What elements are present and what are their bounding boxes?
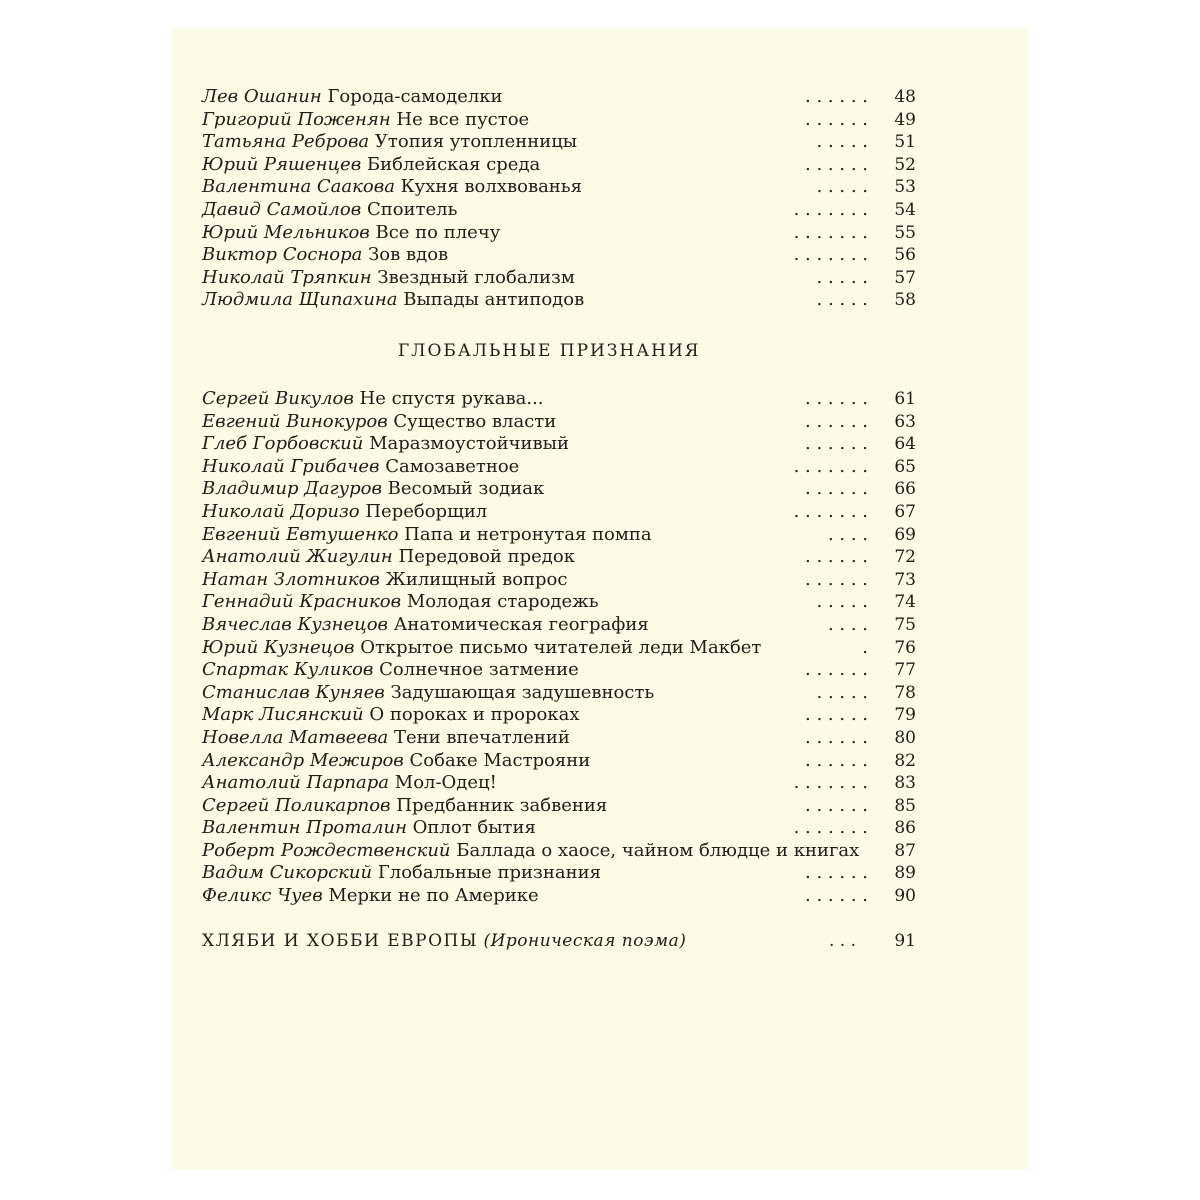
entry-title: Не все пустое (396, 108, 530, 130)
toc-entry (202, 86, 916, 109)
page-number: 82 (894, 750, 916, 771)
leader-dots: . . . (828, 931, 856, 951)
entry-title: Звездный глобализм (377, 266, 575, 288)
page-number: 87 (894, 840, 916, 861)
entry-text (202, 86, 503, 109)
entry-author: Станислав Куняев (202, 681, 385, 703)
leader-dots: . . . . . . (805, 108, 868, 130)
entry-title: Зов вдов (368, 244, 449, 266)
entry-text (202, 131, 577, 154)
section-heading: ГЛОБАЛЬНЫЕ ПРИЗНАНИЯ (398, 341, 701, 361)
page-number: 77 (894, 660, 916, 681)
toc-entry (202, 885, 916, 908)
leader-dots: . . . . . . . (793, 221, 868, 243)
page-number: 64 (894, 434, 916, 455)
entry-text (202, 614, 649, 637)
toc-entry (202, 840, 916, 863)
entry-text (202, 750, 590, 773)
entry-title: Жилищный вопрос (385, 568, 568, 590)
page-number: 69 (894, 524, 916, 545)
entry-text (202, 772, 497, 795)
entry-author: Григорий Поженян (202, 108, 391, 130)
entry-text (202, 862, 601, 885)
entry-author: Людмила Щипахина (202, 289, 398, 311)
entry-title: Собаке Мастрояни (409, 749, 591, 771)
leader-dots: . . . . . . (805, 659, 868, 681)
leader-dots: . . . . . . (805, 546, 868, 568)
entry-title: Переборщил (365, 500, 488, 522)
entry-text (202, 154, 540, 177)
toc-entry (202, 569, 916, 592)
leader-dots: . . . . . . (805, 885, 868, 907)
entry-title: Глобальные признания (377, 862, 601, 884)
entry-text (202, 244, 448, 267)
page-number: 85 (894, 795, 916, 816)
page-number: 49 (894, 109, 916, 130)
toc-entry (202, 817, 916, 840)
entry-title: Солнечное затмение (379, 659, 579, 681)
entry-text (202, 795, 607, 818)
leader-dots: . . . . . . (805, 704, 868, 726)
entry-title: Существо власти (393, 410, 557, 432)
entry-author: Валентин Проталин (202, 817, 407, 839)
entry-title: Не спустя рукава... (359, 388, 544, 409)
leader-dots: . . . . . . (805, 153, 868, 175)
entry-author: Лев Ошанин (202, 86, 322, 107)
page-number: 67 (894, 501, 916, 522)
entry-author: Николай Грибачев (202, 455, 380, 477)
entry-text (202, 109, 529, 132)
page-number: 61 (894, 389, 916, 409)
leader-dots: . . . . . . (805, 388, 868, 409)
entry-title: Все по плечу (375, 221, 501, 243)
leader-dots: . . . . . . (805, 749, 868, 771)
toc-entry (202, 501, 916, 524)
entry-title: Баллада о хаосе, чайном блюдце и книгах (456, 839, 860, 861)
toc-entry (202, 411, 916, 434)
leader-dots: . . . . . . (805, 568, 868, 590)
entry-title: О пороках и пророках (369, 704, 580, 726)
page-number: 86 (894, 818, 916, 839)
page-number: 53 (894, 177, 916, 198)
page-number: 51 (894, 132, 916, 153)
entry-author: Сергей Викулов (202, 388, 354, 409)
page-number: 73 (894, 569, 916, 590)
toc-entry (202, 862, 916, 885)
leader-dots: . . . . . . . (793, 500, 868, 522)
entry-title: Утопия утопленницы (374, 131, 578, 153)
entry-author: Евгений Винокуров (202, 410, 388, 432)
toc-entry (202, 222, 916, 245)
leader-dots: . . . . . . (805, 478, 868, 500)
page-number: 83 (894, 773, 916, 794)
leader-dots: . . . . . . . (793, 198, 868, 220)
toc-entry (202, 478, 916, 501)
entry-title: Выпады антиподов (403, 289, 585, 311)
toc-entry (202, 289, 916, 312)
entry-author: Анатолий Парпара (202, 772, 390, 794)
entry-author: Владимир Дагуров (202, 478, 382, 500)
toc-entry (202, 704, 916, 727)
leader-dots: . . . . (827, 613, 868, 635)
entry-author: Евгений Евтушенко (202, 523, 399, 545)
entry-text (202, 289, 584, 312)
toc-entry (202, 199, 916, 222)
entry-text (202, 817, 536, 840)
leader-dots: . . . . . . . (793, 455, 868, 477)
page-number: 63 (894, 411, 916, 432)
entry-title: Кухня волхвованья (400, 176, 582, 198)
entry-text (202, 569, 567, 592)
page-number: 55 (894, 222, 916, 243)
entry-title: Предбанник забвения (396, 794, 608, 816)
entry-text (202, 176, 582, 199)
toc-entry (202, 750, 916, 773)
entry-text (202, 524, 652, 547)
toc-entry (202, 795, 916, 818)
toc-entry (202, 109, 916, 132)
toc-list-second (202, 388, 916, 908)
entry-text (202, 267, 575, 290)
leader-dots: . . . . . (816, 131, 868, 153)
entry-author: Валентина Саакова (202, 176, 395, 198)
leader-dots: . (862, 636, 868, 658)
leader-dots: . . . . . . (805, 410, 868, 432)
toc-entry (202, 244, 916, 267)
entry-author: Виктор Соснора (202, 244, 363, 266)
entry-author: Сергей Поликарпов (202, 794, 391, 816)
entry-author: Николай Тряпкин (202, 266, 372, 288)
entry-text (202, 411, 556, 434)
entry-title: Споитель (366, 198, 458, 220)
page-number: 75 (894, 614, 916, 635)
toc-entry (202, 154, 916, 177)
entry-text (202, 546, 575, 569)
entry-title: Папа и нетронутая помпа (404, 523, 652, 545)
entry-title: Маразмоустойчивый (369, 433, 569, 455)
leader-dots: . . . . . . (805, 726, 868, 748)
toc-entry (202, 637, 916, 660)
toc-entry (202, 388, 916, 411)
entry-subtitle: (Ироническая поэма) (483, 931, 687, 951)
entry-author: Геннадий Красников (202, 591, 402, 613)
entry-title: Весомый зодиак (387, 478, 545, 500)
entry-text (202, 659, 579, 682)
toc-entry (202, 176, 916, 199)
page-number: 52 (894, 154, 916, 175)
page-number: 54 (894, 199, 916, 220)
toc-entry (202, 614, 916, 637)
entry-title: Оплот бытия (412, 817, 536, 839)
entry-author: Марк Лисянский (202, 704, 364, 726)
entry-title: Самозаветное (385, 455, 520, 477)
entry-text (202, 682, 654, 705)
entry-text (202, 637, 761, 660)
page-number: 58 (894, 290, 916, 311)
entry-title: Анатомическая география (393, 613, 649, 635)
page-number: 90 (894, 886, 916, 907)
book-page (172, 28, 1028, 1170)
entry-author: Натан Злотников (202, 568, 380, 590)
toc-entry (202, 433, 916, 456)
page-number: 72 (894, 547, 916, 568)
entry-title: Открытое письмо читателей леди Макбет (360, 636, 762, 658)
entry-title: Передовой предок (398, 546, 575, 568)
page-number: 76 (894, 637, 916, 658)
entry-author: Роберт Рождественский (202, 839, 451, 861)
entry-title: Мол-Одец! (394, 772, 497, 794)
entry-text (202, 501, 487, 524)
toc-entry-final (202, 929, 916, 953)
entry-author: Вячеслав Кузнецов (202, 613, 389, 635)
entry-text (202, 727, 570, 750)
leader-dots: . . . . . (816, 266, 868, 288)
entry-author: Татьяна Реброва (202, 131, 370, 153)
entry-title: Мерки не по Америке (328, 885, 539, 907)
entry-author: Феликс Чуев (202, 885, 323, 907)
toc-entry (202, 267, 916, 290)
leader-dots: . . . . . (816, 176, 868, 198)
page-number: 80 (894, 727, 916, 748)
toc-entry (202, 772, 916, 795)
leader-dots: . . . . . . (805, 86, 868, 107)
page-number: 56 (894, 245, 916, 266)
entry-title: Молодая стародежь (406, 591, 599, 613)
toc-entry (202, 524, 916, 547)
entry-text (202, 840, 859, 863)
entry-text (202, 456, 519, 479)
entry-text (202, 222, 500, 245)
entry-title: ХЛЯБИ И ХОББИ ЕВРОПЫ (202, 931, 479, 951)
leader-dots: . . . . . (816, 591, 868, 613)
toc-entry (202, 591, 916, 614)
entry-text (202, 591, 599, 614)
entry-author: Александр Межиров (202, 749, 404, 771)
entry-title: Задушающая задушевность (390, 681, 655, 703)
entry-author: Юрий Ряшенцев (202, 153, 362, 175)
entry-text (202, 478, 544, 501)
page-number: 79 (894, 705, 916, 726)
entry-author: Вадим Сикорский (202, 862, 373, 884)
toc-entry (202, 456, 916, 479)
entry-text (202, 199, 457, 222)
leader-dots: . . . . . . . (793, 817, 868, 839)
leader-dots: . . . . (827, 523, 868, 545)
entry-author: Давид Самойлов (202, 198, 362, 220)
entry-title: Города-самоделки (327, 86, 503, 107)
entry-text (202, 388, 544, 411)
entry-title: Тени впечатлений (394, 726, 570, 748)
entry-author: Николай Доризо (202, 500, 360, 522)
page-number: 89 (894, 863, 916, 884)
entry-author: Анатолий Жигулин (202, 546, 393, 568)
leader-dots: . . . . . . (805, 862, 868, 884)
leader-dots: . . . . . . (805, 794, 868, 816)
leader-dots: . . . . . . . (793, 772, 868, 794)
entry-author: Новелла Матвеева (202, 726, 389, 748)
page-number: 65 (894, 456, 916, 477)
page-number: 66 (894, 479, 916, 500)
entry-author: Глеб Горбовский (202, 433, 364, 455)
entry-author: Юрий Кузнецов (202, 636, 355, 658)
leader-dots: . . . . . . . (793, 244, 868, 266)
page-number: 57 (894, 267, 916, 288)
entry-text (202, 704, 579, 727)
toc-entry (202, 727, 916, 750)
page-number: 48 (894, 87, 916, 107)
leader-dots: . . . . . (816, 289, 868, 311)
entry-author: Юрий Мельников (202, 221, 370, 243)
entry-author: Спартак Куликов (202, 659, 374, 681)
leader-dots: . . . . . . (805, 433, 868, 455)
toc-entry (202, 546, 916, 569)
toc-list-first (202, 86, 916, 312)
entry-title: Библейская среда (366, 153, 541, 175)
page-number: 74 (894, 592, 916, 613)
entry-text (202, 885, 539, 908)
page-number: 78 (894, 682, 916, 703)
toc-entry (202, 131, 916, 154)
entry-text (202, 433, 569, 456)
toc-entry (202, 682, 916, 705)
page-number: 91 (894, 931, 916, 951)
toc-entry (202, 659, 916, 682)
leader-dots: . . . . . (816, 681, 868, 703)
